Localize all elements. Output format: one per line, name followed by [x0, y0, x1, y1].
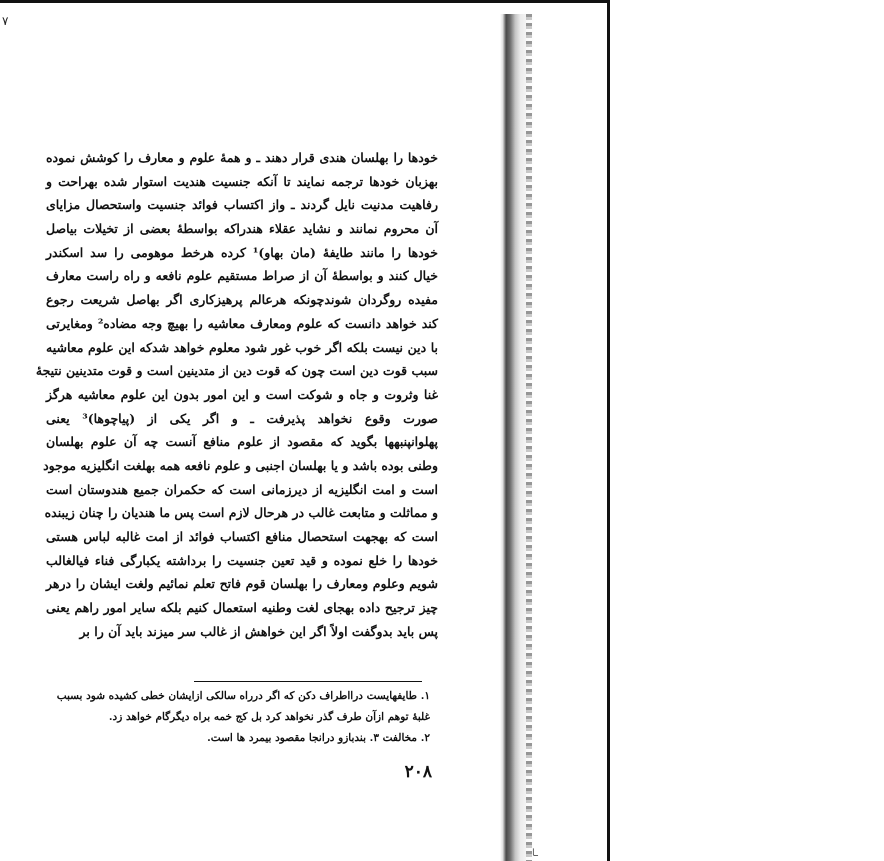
- page-frame-right: [607, 0, 610, 861]
- body-text: [35, 146, 438, 643]
- body-line: بهزبان خودها ترجمه نمایند تا آنکه جنسیت هندیت استوار شده بهراحت و: [46, 173, 438, 189]
- body-line: چیز ترجیح داده بهجای لغت وطنیه استعمال کنیم بلکه سایر امور راهم یعنی: [46, 600, 438, 616]
- body-line: کند خواهد دانست که علوم ومعارف معاشیه را بهیچ وجه مضاده² ومغایرتی: [46, 315, 438, 331]
- body-line: است و امت انگلیزیه از دیرزمانی است که حکمران جمیع هندوستان است: [46, 481, 438, 497]
- body-line: شویم وعلوم ومعارف را بهلسان قوم فاتح تعلم نمائیم ولغت ایشان را درهر: [46, 576, 438, 592]
- body-line: سبب قوت دین است چون که قوت دین از متدینین است و قوت متدینین نتیجهٔ: [35, 363, 438, 379]
- body-line: مفیده روگردان شوندچونکه هرعالم پرهیزکاری اگر بهاصل شریعت رجوع: [46, 292, 438, 308]
- body-line: خودها را بهلسان هندی قرار دهند ـ و همهٔ علوم و معارف را کوشش نموده: [46, 150, 438, 165]
- body-line: خودها را خلع نموده و قید تعین جنسیت را برداشته یکبارگی فناء فیالغالب: [46, 552, 438, 568]
- page-frame-top: [0, 0, 610, 3]
- body-line: غنا وثروت و جاه و شوکت است و این امور بدون این علوم معاشیه هرگز: [46, 386, 438, 402]
- body-line: صورت وقوع نخواهد پذیرفت ـ و اگر یکی از (پیاچوها)³ یعنی: [46, 410, 438, 426]
- page-number: ۲۰۸: [404, 762, 432, 782]
- footnotes: [56, 686, 430, 749]
- body-line: با دین نیست بلکه اگر خوب غور شود معلوم خواهد شدکه این علوم معاشیه: [46, 339, 438, 355]
- body-line: رفاهیت مدنیت نایل گردند ـ واز اکتساب فوائد جنسیت واستحصال مزایای: [46, 197, 438, 213]
- scanned-page-edge-noise: [526, 14, 532, 861]
- body-line: و مماثلت و متابعت غالب در هرحال لازم است پس ما هندیان را چنان زیبنده: [44, 505, 438, 521]
- body-line: خیال کنند و بواسطهٔ آن از صراط مستقیم علوم نافعه و راه راست معارف: [46, 268, 438, 284]
- body-line: پهلوانپنبهها بگوید که مقصود از علوم منافع آنست چه آن علوم بهلسان: [46, 434, 438, 450]
- body-line: وطنی بوده باشد و یا بهلسان اجنبی و علوم نافعه همه بهلغت انگلیزیه موجود: [43, 457, 438, 473]
- scan-mark: ـا: [532, 848, 538, 859]
- footnote-line: غلبهٔ توهم ازآن طرف گذر نخواهد کرد بل کج خمه براه دیگرگام خواهد زد.: [108, 711, 430, 723]
- footnote-line: ۱. طایفهایست درااطراف دکن که اگر درراه سالکی ازایشان خطی کشیده شود بسبب: [56, 690, 430, 702]
- body-line: خودها را مانند طایفهٔ (مان بهاو)¹ کرده هرخط موهومی را سد اسکندر: [46, 244, 438, 260]
- body-line: است که بهجهت استحصال منافع اکتساب فوائد از امت غالبه لباس هستی: [46, 529, 438, 544]
- body-line: آن محروم نمانند و نشاید عقلاء هندراکه بواسطهٔ بعضی از تخیلات بیاصل: [46, 221, 438, 237]
- footnote-line: ۲. مخالفت ۳. بندبازو درانجا مقصود بیمرد ها است.: [207, 732, 430, 744]
- body-line: پس باید بدوگفت اولاً اگر این خواهش از غالب سر میزند باید آن را بر: [79, 623, 438, 639]
- corner-mark: ٧: [2, 14, 9, 28]
- footnote-separator: [194, 681, 422, 682]
